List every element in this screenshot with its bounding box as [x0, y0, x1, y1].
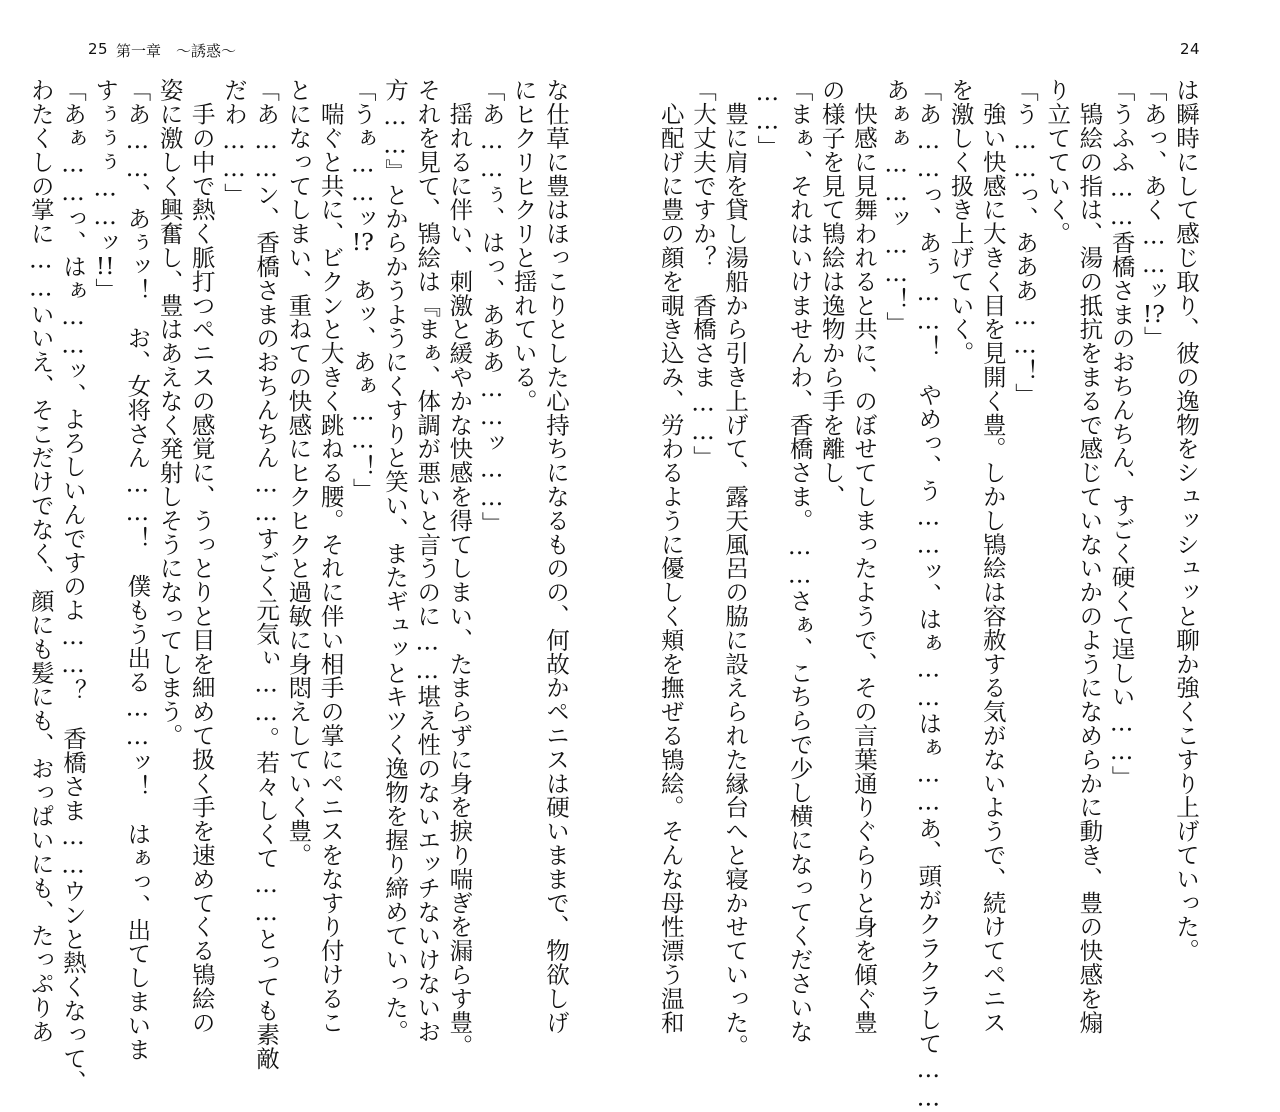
right-text-line: 心配げに豊の顔を覗き込み、労わるように優しく頬を撫ぜる鴇絵。そんな母性漂う温和: [656, 78, 685, 1034]
right-page-body: [656, 78, 1202, 1112]
right-text-line: 「う……っ、あああ……！」: [1010, 78, 1039, 407]
left-page-number: 25: [88, 40, 109, 58]
left-text-line: すぅぅぅ……ッ!!」: [91, 78, 120, 302]
left-text-line: 姿に激しく興奮し、豊はあえなく発射しそうになってしまう。: [155, 78, 184, 748]
right-text-line: 「まぁ、それはいけませんわ、香橋さま。……さぁ、こちらで少し横になってくださいな: [785, 78, 814, 1043]
left-page-body: [26, 78, 572, 1094]
right-text-line: 強い快感に大きく目を見開く豊。しかし鴇絵は容赦する気がないようで、続けてペニス: [978, 78, 1007, 1034]
left-text-line: 「あ……、あぅッ！ お、女将さん……！ 僕もう出る……ッ！ はぁっ、出てしまいま: [123, 78, 152, 1061]
left-text-line: それを見て、鴇絵は『まぁ、体調が悪いと言うのに……堪え性のないエッチないけないお: [413, 78, 442, 1043]
left-text-line: 手の中で熱く脈打つペニスの感覚に、うっとりと目を細めて扱く手を速めてくる鴇絵の: [187, 78, 216, 1034]
right-text-line: を激しく扱き上げていく。: [946, 78, 975, 365]
left-text-line: 「うぁ……ッ!? あッ、あぁ……！」: [348, 78, 377, 502]
left-text-line: わたくしの掌に……いいえ、そこだけでなく、顔にも髪にも、おっぱいにも、たっぷりあ: [26, 78, 55, 1043]
right-text-line: 快感に見舞われると共に、のぼせてしまったようで、その言葉通りぐらりと身を傾ぐ豊: [849, 78, 878, 1034]
right-text-line: は瞬時にして感じ取り、彼の逸物をシュッシュッと聊か強くこすり上げていった。: [1172, 78, 1200, 963]
right-text-line: 「あっ、あく……ッ!?」: [1139, 78, 1168, 350]
left-text-line: だわ……」: [219, 78, 248, 207]
left-text-line: 方……』とからかうようにくすりと笑い、またギュッとキツく逸物を握り締めていった。: [380, 78, 409, 1043]
left-text-line: 揺れるに伴い、刺激と緩やかな快感を得てしまい、たまらずに身を捩り喘ぎを漏らす豊。: [445, 78, 474, 1058]
right-text-line: 鴇絵の指は、湯の抵抗をまるで感じていないかのようになめらかに動き、豊の快感を煽: [1075, 78, 1104, 1034]
right-text-line: の様子を見て鴇絵は逸物から手を離し、: [817, 78, 846, 509]
right-text-line: 豊に肩を貸し湯船から引き上げて、露天風呂の脇に設えられた縁台へと寝かせていった。: [721, 78, 750, 1058]
right-text-line: 「大丈夫ですか？ 香橋さま……」: [688, 78, 717, 470]
left-text-line: な仕草に豊はほっこりとした心持ちになるものの、何故かペニスは硬いままで、物欲しげ: [542, 78, 570, 1034]
right-page-number: 24: [1180, 40, 1201, 58]
left-text-line: 「あぁ……っ、はぁ……ッ、よろしいんですのよ……？ 香橋さま……ウンと熱くなって、: [58, 78, 87, 1094]
right-text-line: り立てていく。: [1043, 78, 1072, 246]
right-text-line: 「あ……っ、あぅ……！ やめっ、う……ッ、はぁ……はぁ……あ、頭がクラクラして……: [914, 78, 943, 1112]
left-text-line: とになってしまい、重ねての快感にヒクヒクと過敏に身悶えしていく豊。: [284, 78, 313, 867]
left-text-line: にヒクリヒクリと揺れている。: [509, 78, 538, 413]
right-text-line: あぁぁ……ッ……！」: [882, 78, 911, 335]
right-text-line: 「うふふ……香橋さまのおちんちん、すごく硬くて逞しい……」: [1107, 78, 1136, 790]
left-text-line: 喘ぐと共に、ビクンと大きく跳ねる腰。それに伴い相手の掌にペニスをなすり付けるこ: [316, 78, 345, 1034]
running-head: 第一章 〜誘惑〜: [116, 42, 237, 60]
left-text-line: 「あ……ン、香橋さまのおちんちん……すごく元気ぃ……。若々しくて……とっても素敵: [252, 78, 281, 1070]
left-text-line: 「あ……ぅ、はっ、あああ……ッ……」: [477, 78, 506, 536]
right-text-line: ……」: [753, 78, 782, 159]
